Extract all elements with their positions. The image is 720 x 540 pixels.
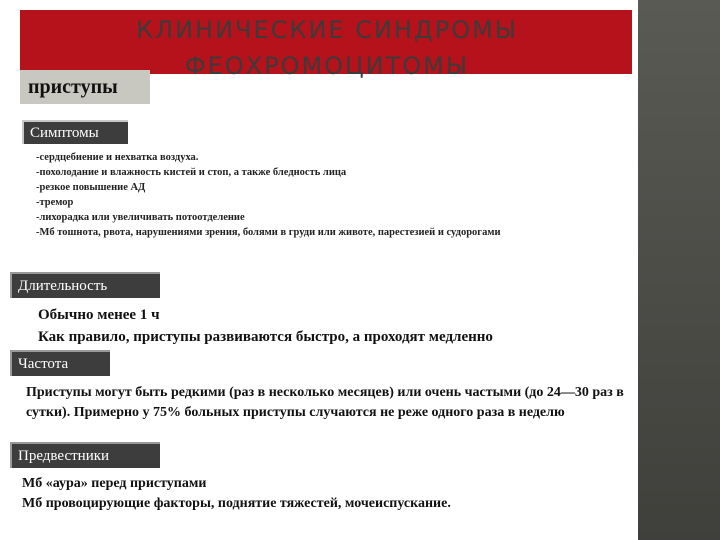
symptoms-header: Симптомы [22, 120, 128, 144]
list-item: -похолодание и влажность кистей и стоп, а также бледность лица [36, 167, 347, 178]
list-item: Мб «аура» перед приступами [22, 476, 207, 491]
frequency-header: Частота [10, 350, 110, 376]
list-item: -лихорадка или увеличивать потоотделение [36, 212, 245, 223]
title-line-1: КЛИНИЧЕСКИЕ СИНДРОМЫ [136, 16, 518, 44]
list-item: -сердцебиение и нехватка воздуха. [36, 152, 199, 163]
precursors-list [22, 474, 622, 514]
title-banner [20, 10, 634, 80]
list-item: Приступы могут быть редкими (раз в несколько месяцев) или очень частыми (до 24—30 раз в сутки). Примерно у 75% больных приступы случаются не реже одного раза в неделю [26, 385, 624, 420]
frequency-list [26, 383, 626, 423]
list-item: -Мб тошнота, рвота, нарушениями зрения, болями в груди или животе, парестезией и судорогами [36, 227, 501, 238]
duration-list [38, 304, 618, 348]
title-line-2: ФЕОХРОМОЦИТОМЫ [184, 52, 470, 80]
list-item: Как правило, приступы развиваются быстро, а проходят медленно [38, 329, 493, 345]
side-panel [638, 0, 720, 540]
duration-header: Длительность [10, 272, 160, 298]
list-item: -резкое повышение АД [36, 182, 146, 193]
list-item: Обычно менее 1 ч [38, 307, 160, 323]
list-item: -тремор [36, 197, 74, 208]
side-divider [632, 0, 636, 540]
symptoms-list [36, 150, 596, 240]
precursors-header: Предвестники [10, 442, 160, 468]
list-item: Мб провоцирующие факторы, поднятие тяжестей, мочеиспускание. [22, 496, 451, 511]
section-tab: приступы [20, 70, 150, 104]
